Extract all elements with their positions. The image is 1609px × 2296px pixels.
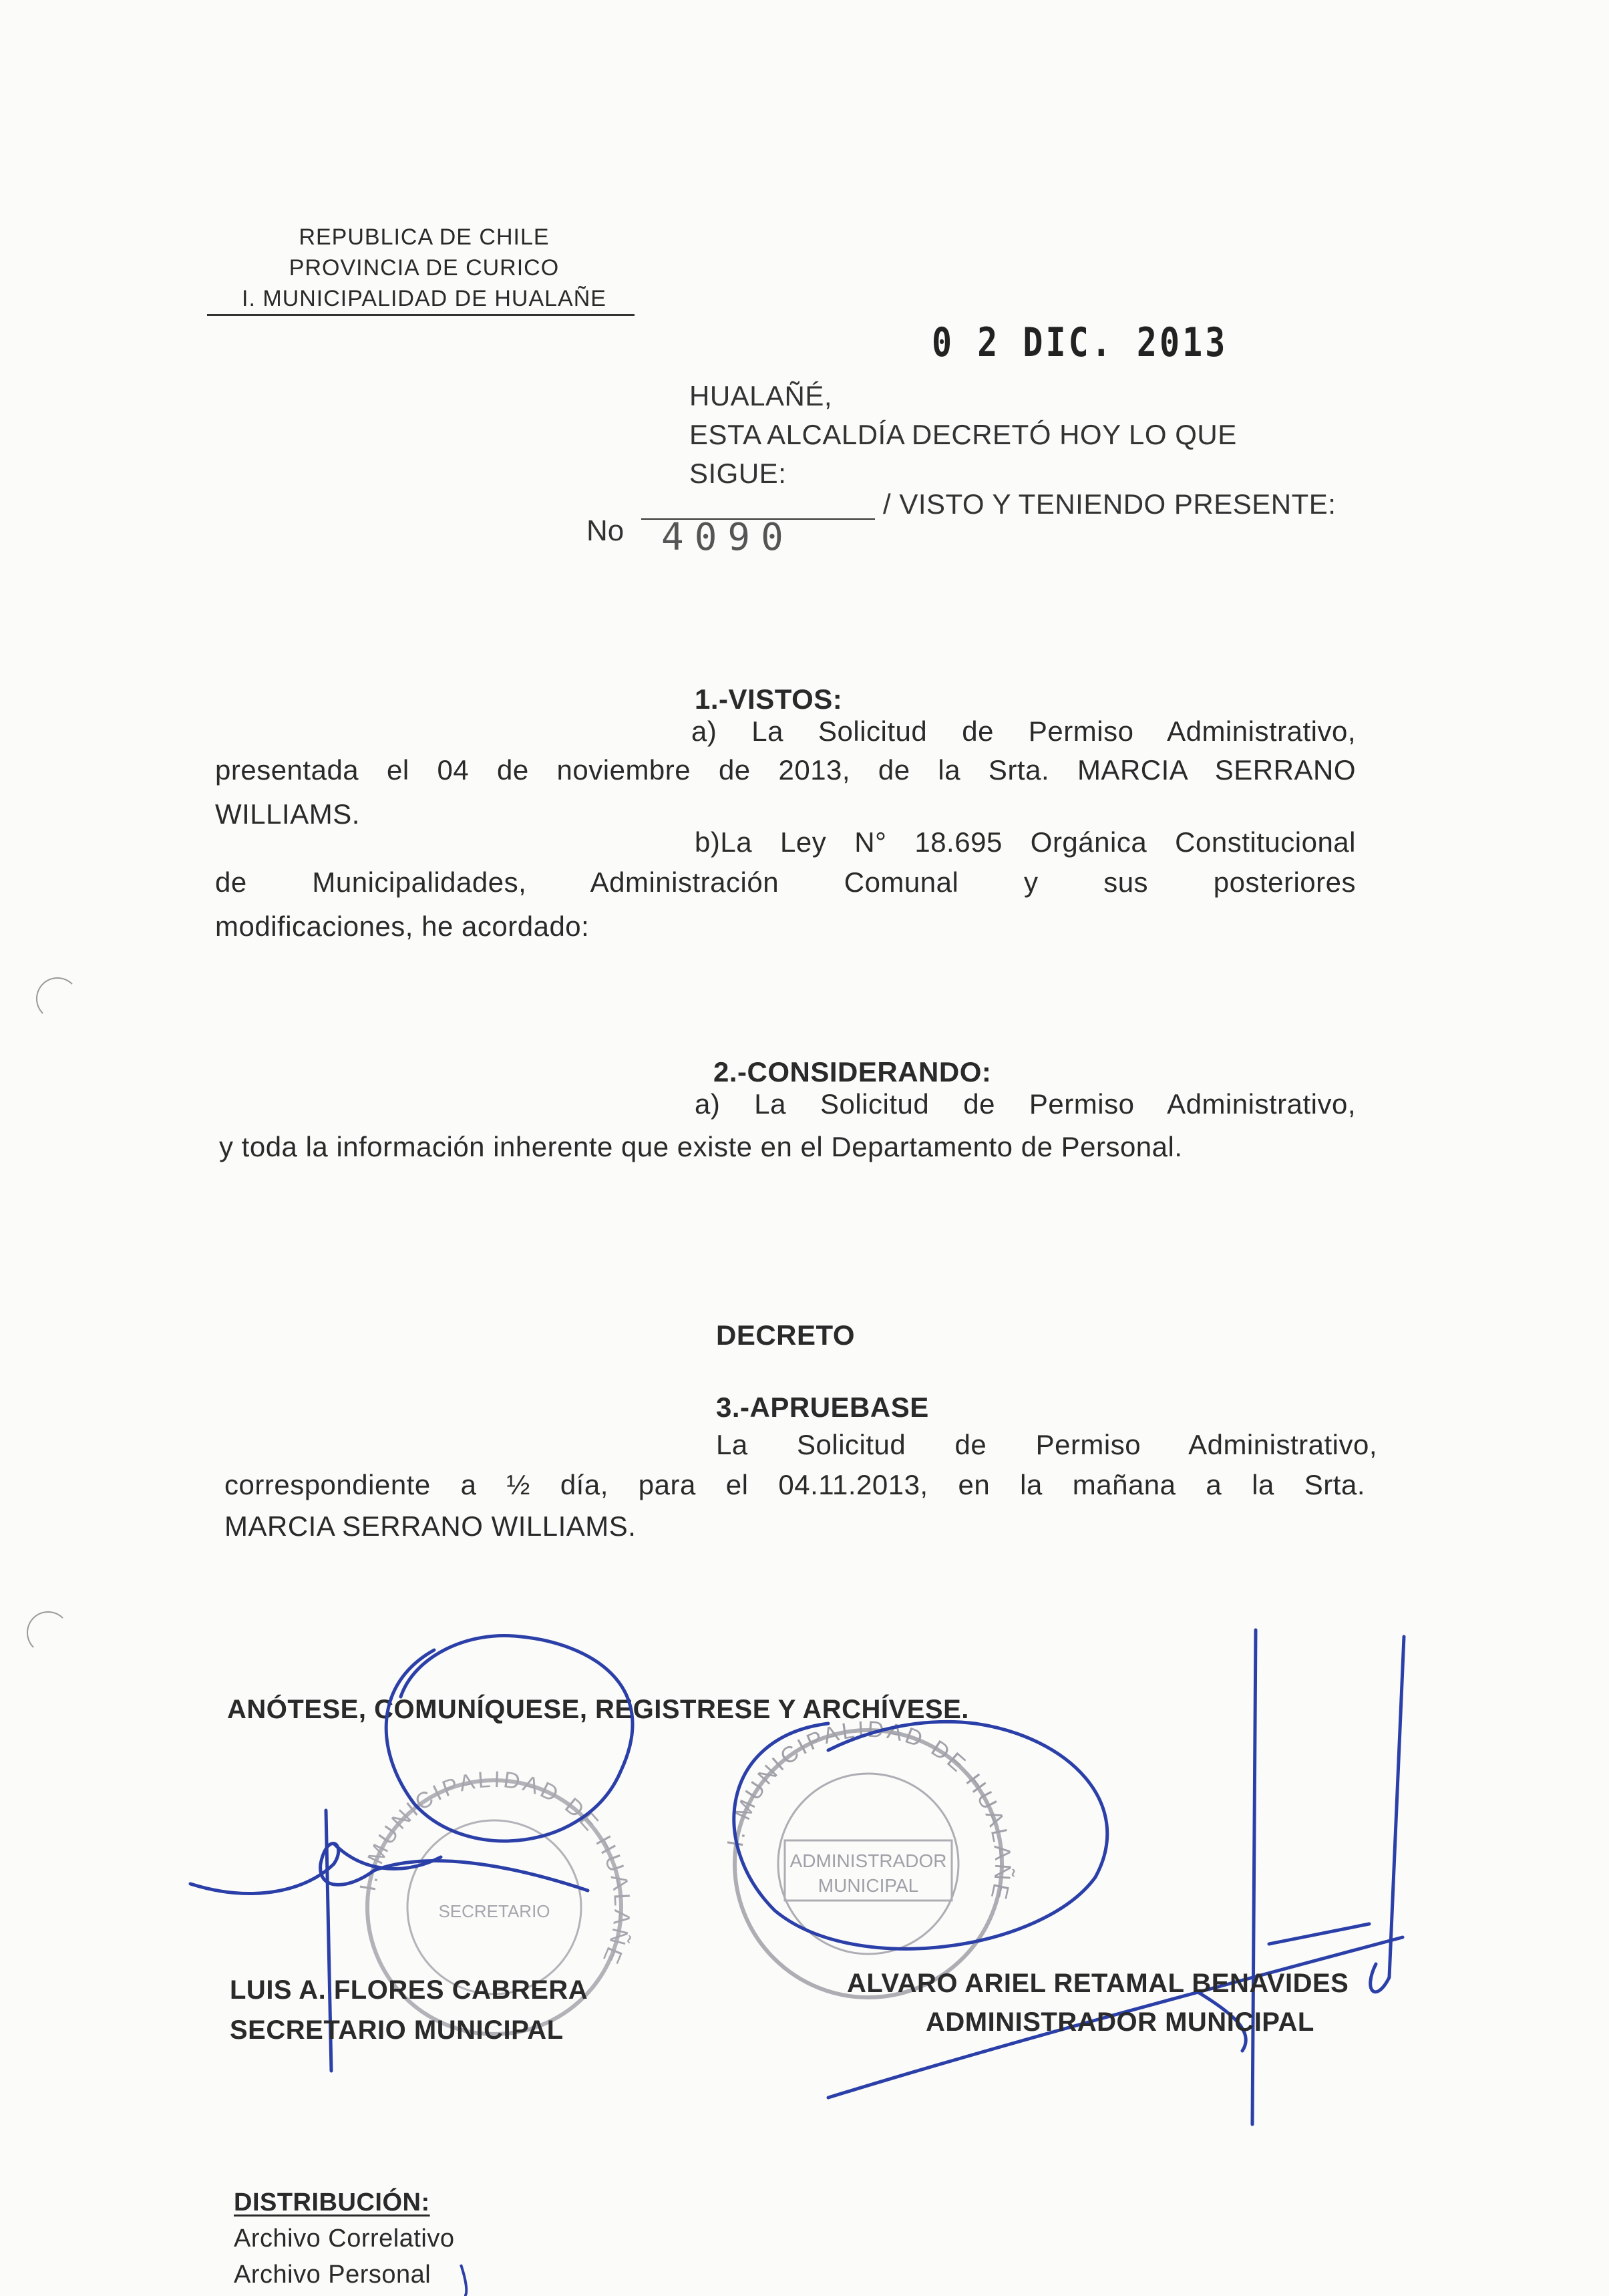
header-municipality: I. MUNICIPALIDAD DE HUALAÑE: [242, 286, 606, 311]
distribution-item: Archivo Correlativo: [234, 2225, 455, 2253]
right-signatory-name: ALVARO ARIEL RETAMAL BENAVIDES: [847, 1969, 1349, 1998]
distribution-block: [234, 2184, 455, 2293]
visto-text: / VISTO Y TENIENDO PRESENTE:: [883, 488, 1336, 520]
section1-heading: 1.-VISTOS:: [695, 683, 843, 715]
section3-heading: 3.-APRUEBASE: [716, 1391, 929, 1423]
header-province: PROVINCIA DE CURICO: [289, 255, 560, 281]
section2-heading: 2.-CONSIDERANDO:: [713, 1056, 992, 1088]
section1-b-first: b)La Ley N° 18.695 Orgánica Constitucional: [695, 826, 1356, 858]
distribution-check-mark: [461, 2265, 466, 2296]
right-signatory-title: ADMINISTRADOR MUNICIPAL: [926, 2007, 1314, 2037]
date-stamp: 0 2 DIC. 2013: [932, 319, 1228, 366]
section2-a-second: y toda la información inherente que existe en el Departamento de Personal.: [219, 1131, 1183, 1162]
left-stamp-ring-text: I. MUNICIPALIDAD DE HUALAÑE: [355, 1766, 635, 1970]
left-signatory-title: SECRETARIO MUNICIPAL: [230, 2015, 564, 2045]
decreto-heading: DECRETO: [716, 1319, 856, 1351]
distribution-heading-text: DISTRIBUCIÓN:: [234, 2188, 430, 2217]
decree-number-value: 4090: [661, 516, 794, 559]
intro-decree-text: ESTA ALCALDÍA DECRETÓ HOY LO QUE: [689, 419, 1237, 450]
section3-line3: MARCIA SERRANO WILLIAMS.: [224, 1510, 637, 1542]
section2-a-first: a) La Solicitud de Permiso Administrativo,: [695, 1088, 1356, 1120]
header-republic: REPUBLICA DE CHILE: [299, 224, 550, 250]
intro-place: HUALAÑÉ,: [689, 380, 833, 412]
section1-a-third: WILLIAMS.: [215, 798, 360, 830]
section1-a-second: presentada el 04 de noviembre de 2013, de la Srta. MARCIA SERRANO: [215, 754, 1356, 786]
left-signatory-name: LUIS A. FLORES CABRERA: [230, 1975, 588, 2005]
right-stamp-inner-line2: MUNICIPAL: [818, 1875, 919, 1896]
left-stamp-inner-text: SECRETARIO: [438, 1901, 550, 1921]
section1-b-third: modificaciones, he acordado:: [215, 911, 590, 942]
right-official-stamp: [723, 1717, 1016, 1997]
closing-formula: ANÓTESE, COMUNÍQUESE, REGISTRESE Y ARCHÍVESE.: [227, 1695, 969, 1724]
section1-a-first: a) La Solicitud de Permiso Administrativo,: [691, 715, 1356, 747]
distribution-heading: [234, 2184, 455, 2221]
section3-line2: correspondiente a ½ día, para el 04.11.2013, en la mañana a la Srta.: [224, 1469, 1365, 1500]
intro-sigue: SIGUE:: [689, 458, 787, 489]
section1-b-second: de Municipalidades, Administración Comunal y sus posteriores: [215, 866, 1356, 898]
right-stamp-inner-line1: ADMINISTRADOR: [789, 1850, 947, 1871]
decree-number-label: No: [586, 514, 624, 547]
section3-line1: La Solicitud de Permiso Administrativo,: [716, 1429, 1377, 1460]
right-stamp-ring-text: I. MUNICIPALIDAD DE HUALAÑE: [722, 1716, 1016, 1905]
distribution-item: Archivo Personal: [234, 2261, 431, 2289]
